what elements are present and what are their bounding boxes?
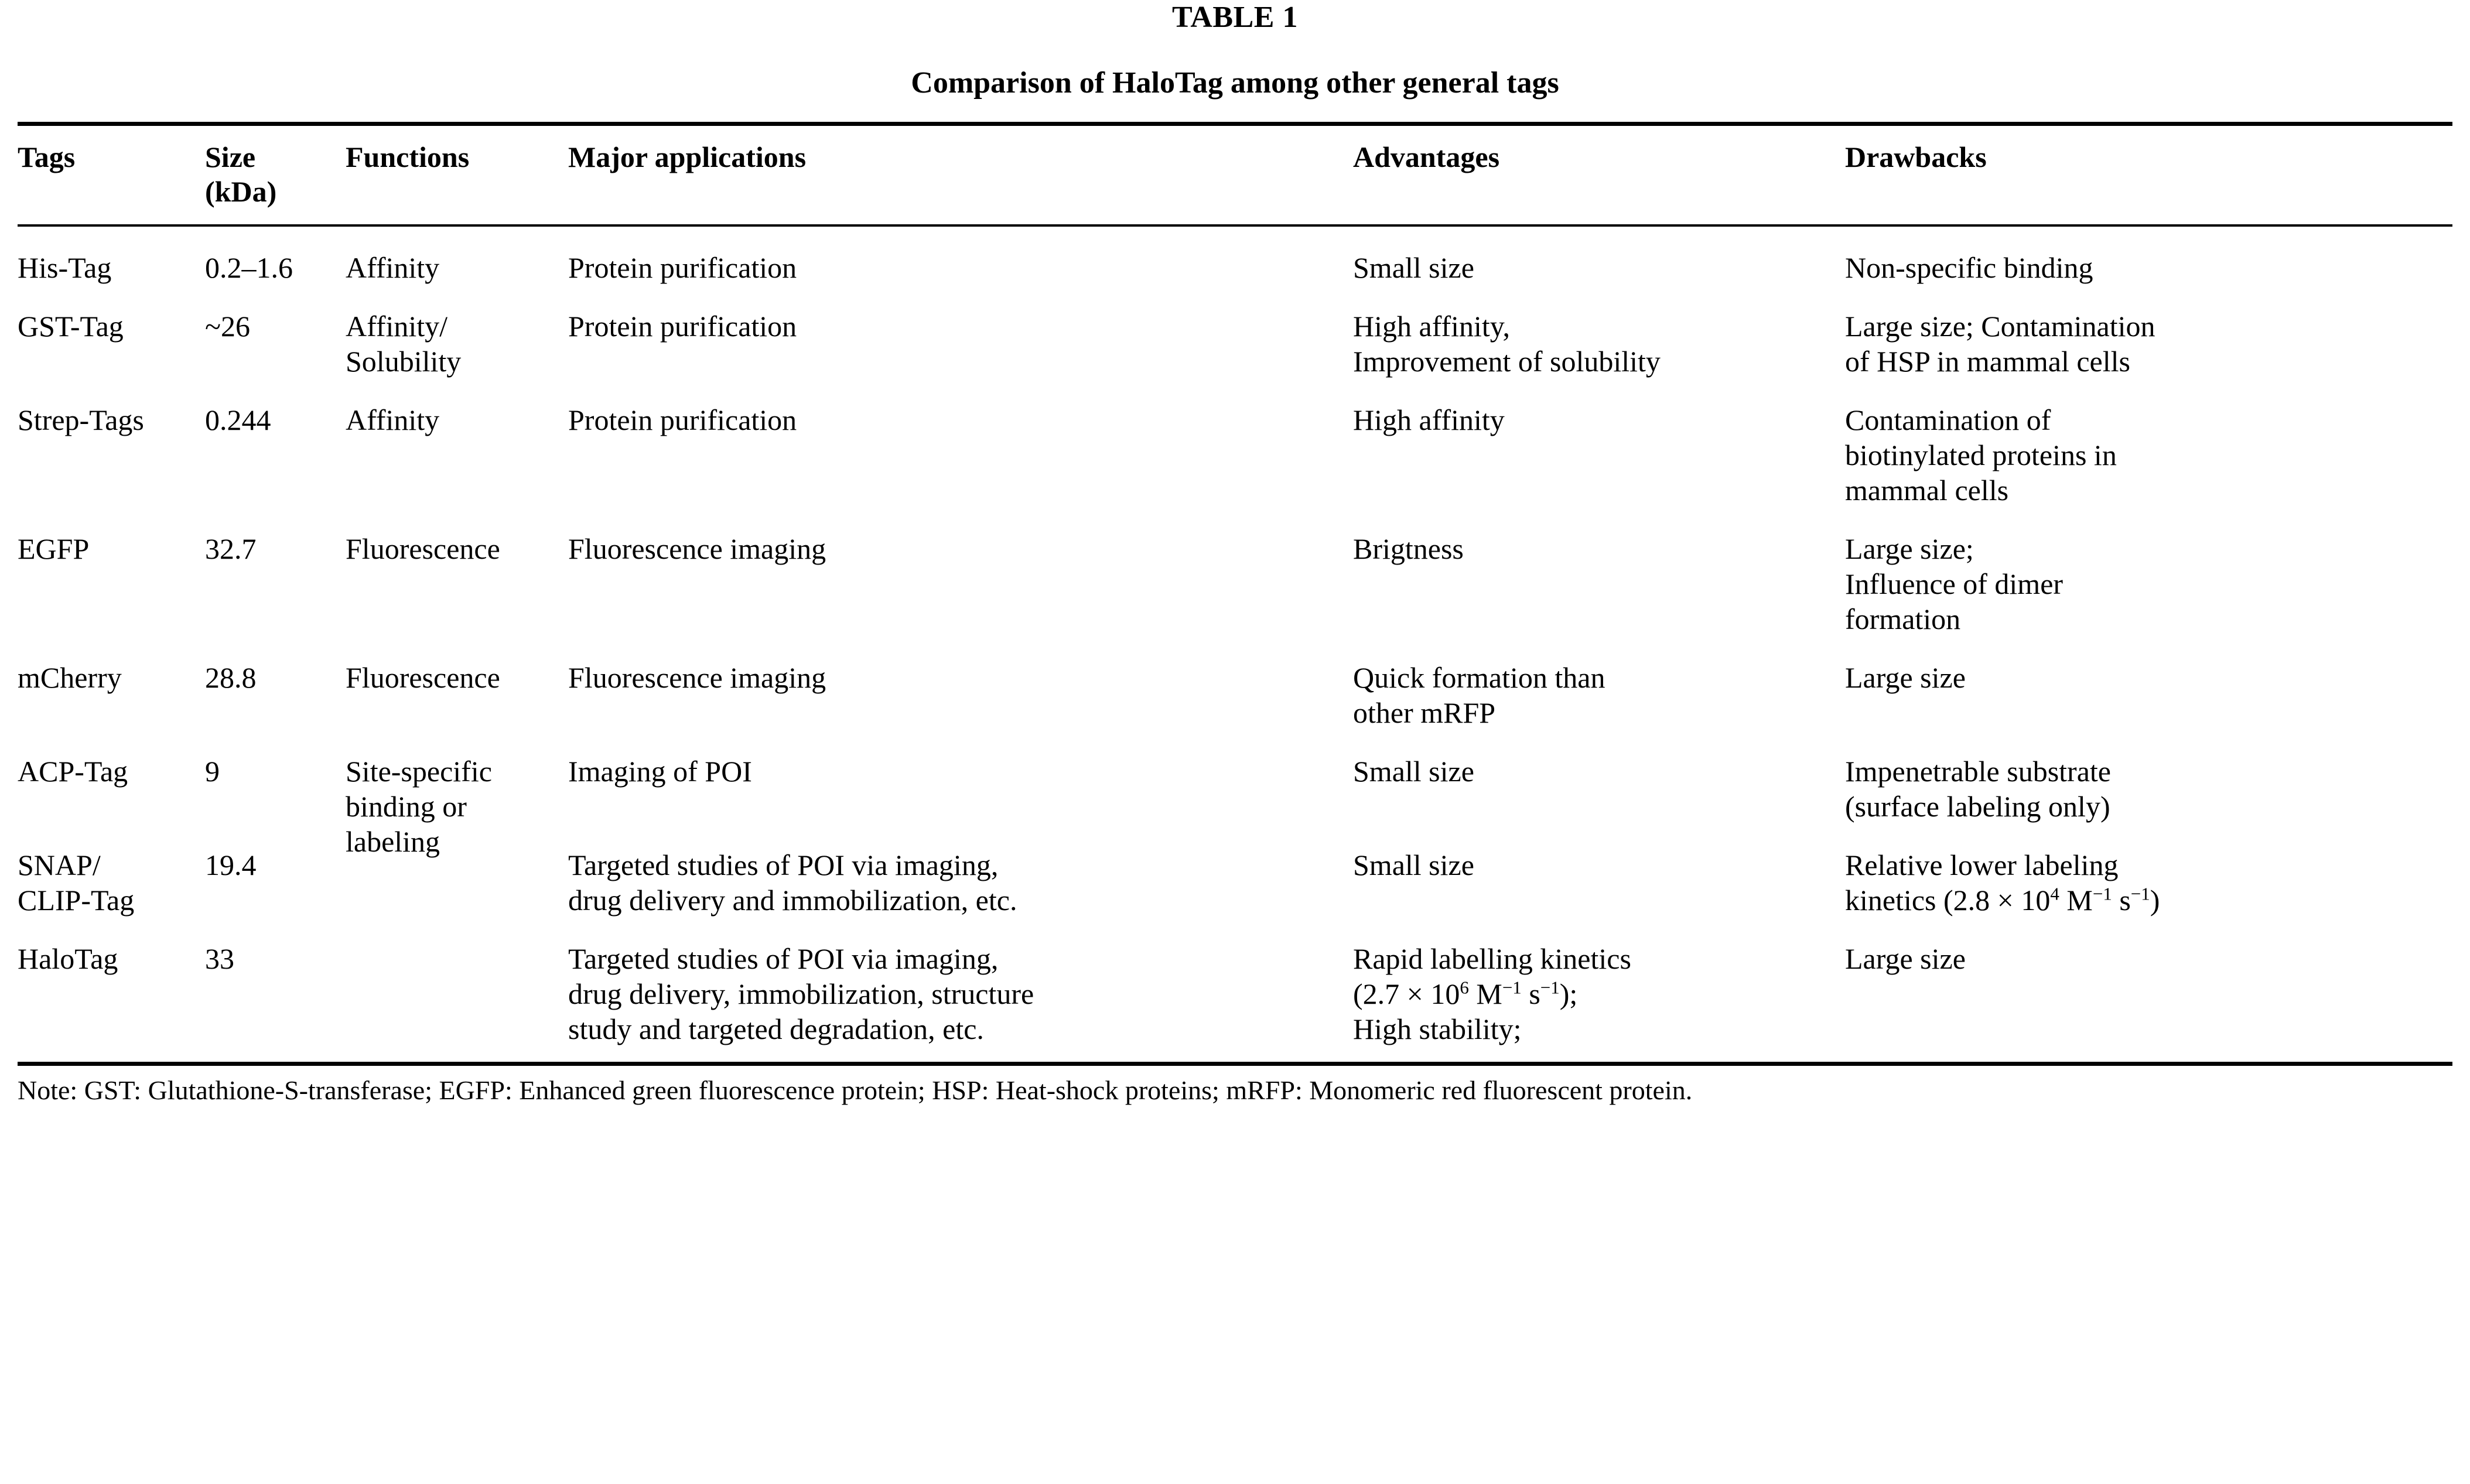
- table-row: [18, 649, 2452, 743]
- cell-functions: [346, 298, 568, 392]
- cell-functions-line1: Affinity/: [346, 310, 448, 343]
- cell-functions: Fluorescence: [346, 661, 500, 694]
- cell-size: 0.2–1.6: [205, 251, 293, 284]
- cell-drawbacks: [1845, 298, 2452, 392]
- kinetics-exponent-10: 6: [1460, 977, 1469, 998]
- cell-size: 9: [205, 755, 220, 788]
- column-header-drawbacks: Drawbacks: [1845, 141, 1987, 173]
- kinetics-unit-m: M: [1468, 977, 1502, 1010]
- cell-tags-line2: CLIP-Tag: [18, 884, 135, 917]
- cell-applications-line2: drug delivery, immobilization, structure: [568, 977, 1034, 1010]
- cell-applications-line1: Targeted studies of POI via imaging,: [568, 849, 999, 881]
- kinetics-unit-s: s: [2112, 884, 2131, 917]
- cell-advantages-line2: Improvement of solubility: [1353, 345, 1661, 378]
- cell-drawbacks: Large size: [1845, 942, 1966, 975]
- cell-advantages-line1: High affinity,: [1353, 310, 1511, 343]
- column-header-size-line2: (kDa): [205, 175, 277, 208]
- cell-tags: His-Tag: [18, 251, 112, 284]
- cell-drawbacks-line1: Large size; Contamination: [1845, 310, 2155, 343]
- column-header-tags: Tags: [18, 141, 76, 173]
- kinetics-prefix: kinetics (2.8 × 10: [1845, 884, 2051, 917]
- cell-advantages: [1353, 298, 1845, 392]
- table-header: [18, 124, 2452, 226]
- cell-advantages-line2: other mRFP: [1353, 696, 1496, 729]
- cell-advantages-line3: High stability;: [1353, 1013, 1522, 1045]
- cell-applications-line2: drug delivery and immobilization, etc.: [568, 884, 1017, 917]
- table-bottom-rule: [18, 1062, 2452, 1066]
- cell-applications-line3: study and targeted degradation, etc.: [568, 1013, 984, 1045]
- cell-applications: [568, 837, 1353, 931]
- kinetics-exponent-s: −1: [1540, 977, 1560, 998]
- cell-functions-line1: Site-specific: [346, 755, 492, 788]
- kinetics-unit-s: s: [1521, 977, 1540, 1010]
- cell-drawbacks-line2: [1845, 883, 2443, 918]
- cell-advantages: [1353, 649, 1845, 743]
- kinetics-exponent-m: −1: [1502, 977, 1522, 998]
- kinetics-suffix: );: [1559, 977, 1578, 1010]
- cell-advantages: [1353, 931, 1845, 1062]
- cell-drawbacks-line3: formation: [1845, 603, 1961, 635]
- table-note: Note: GST: Glutathione-S-transferase; EGFP: Enhanced green fluorescence protein; HSP: Heat-shock proteins; mRFP: Monomeric red fluorescent protein.: [18, 1075, 1693, 1105]
- cell-size: 19.4: [205, 849, 257, 881]
- column-header-advantages: Advantages: [1353, 141, 1500, 173]
- cell-tags: GST-Tag: [18, 310, 124, 343]
- cell-applications: Protein purification: [568, 251, 797, 284]
- cell-applications: [568, 931, 1353, 1062]
- cell-tags: mCherry: [18, 661, 122, 694]
- cell-applications: Fluorescence imaging: [568, 661, 826, 694]
- cell-tags: Strep-Tags: [18, 404, 144, 436]
- cell-advantages: High affinity: [1353, 404, 1505, 436]
- table-header-row: [18, 124, 2452, 226]
- cell-functions: Affinity: [346, 404, 440, 436]
- kinetics-exponent-s: −1: [2130, 883, 2150, 904]
- cell-applications: Imaging of POI: [568, 755, 752, 788]
- cell-drawbacks-line1: Contamination of: [1845, 404, 2051, 436]
- cell-advantages: Brigtness: [1353, 532, 1464, 565]
- cell-tags: [18, 837, 205, 931]
- cell-applications: Fluorescence imaging: [568, 532, 826, 565]
- kinetics-prefix: (2.7 × 10: [1353, 977, 1460, 1010]
- cell-functions: [346, 931, 568, 1062]
- kinetics-suffix: ): [2150, 884, 2160, 917]
- table-row: [18, 931, 2452, 1062]
- kinetics-unit-m: M: [2059, 884, 2093, 917]
- cell-functions-line2: Solubility: [346, 345, 462, 378]
- cell-drawbacks: [1845, 837, 2452, 931]
- cell-size: ~26: [205, 310, 251, 343]
- cell-functions-line3: labeling: [346, 825, 440, 858]
- cell-functions: Fluorescence: [346, 532, 500, 565]
- cell-advantages-line1: Rapid labelling kinetics: [1353, 942, 1631, 975]
- cell-drawbacks: [1845, 392, 2452, 521]
- cell-functions: [346, 743, 568, 931]
- cell-size: 33: [205, 942, 234, 975]
- cell-functions: Affinity: [346, 251, 440, 284]
- table-body: [18, 225, 2452, 1062]
- cell-advantages-line1: Quick formation than: [1353, 661, 1605, 694]
- cell-drawbacks-line2: of HSP in mammal cells: [1845, 345, 2130, 378]
- table-row: [18, 225, 2452, 298]
- cell-drawbacks: Non-specific binding: [1845, 251, 2093, 284]
- cell-functions-line2: binding or: [346, 790, 467, 823]
- cell-size: 28.8: [205, 661, 257, 694]
- cell-advantages: Small size: [1353, 849, 1474, 881]
- cell-advantages-line2: [1353, 976, 1836, 1011]
- comparison-table: [18, 122, 2452, 1062]
- table-row: [18, 392, 2452, 521]
- cell-drawbacks-line2: Influence of dimer: [1845, 567, 2064, 600]
- table-number-label: TABLE 1: [1172, 1, 1298, 34]
- cell-drawbacks-line3: mammal cells: [1845, 474, 2009, 507]
- table-row: [18, 298, 2452, 392]
- cell-drawbacks-line2: biotinylated proteins in: [1845, 439, 2117, 471]
- column-header-applications: Major applications: [568, 141, 807, 173]
- cell-applications: Protein purification: [568, 310, 797, 343]
- cell-drawbacks-line1: Large size;: [1845, 532, 1974, 565]
- cell-size: 32.7: [205, 532, 257, 565]
- cell-drawbacks: [1845, 743, 2452, 837]
- cell-tags: EGFP: [18, 532, 90, 565]
- cell-applications-line1: Targeted studies of POI via imaging,: [568, 942, 999, 975]
- cell-advantages: Small size: [1353, 755, 1474, 788]
- cell-size: 0.244: [205, 404, 271, 436]
- cell-drawbacks: Large size: [1845, 661, 1966, 694]
- cell-drawbacks-line1: Impenetrable substrate: [1845, 755, 2111, 788]
- cell-tags: ACP-Tag: [18, 755, 128, 788]
- cell-tags: HaloTag: [18, 942, 118, 975]
- column-header-size-line1: Size: [205, 141, 256, 173]
- cell-drawbacks-line2: (surface labeling only): [1845, 790, 2110, 823]
- cell-advantages: Small size: [1353, 251, 1474, 284]
- column-header-functions: Functions: [346, 141, 470, 173]
- kinetics-exponent-10: 4: [2050, 883, 2059, 904]
- kinetics-exponent-m: −1: [2092, 883, 2112, 904]
- column-header-size: [205, 124, 346, 226]
- table-row: [18, 521, 2452, 649]
- cell-drawbacks-line1: Relative lower labeling: [1845, 849, 2119, 881]
- table-row: [18, 743, 2452, 837]
- cell-applications: Protein purification: [568, 404, 797, 436]
- cell-drawbacks: [1845, 521, 2452, 649]
- cell-tags-line1: SNAP/: [18, 849, 101, 881]
- table-caption: Comparison of HaloTag among other general tags: [911, 66, 1559, 100]
